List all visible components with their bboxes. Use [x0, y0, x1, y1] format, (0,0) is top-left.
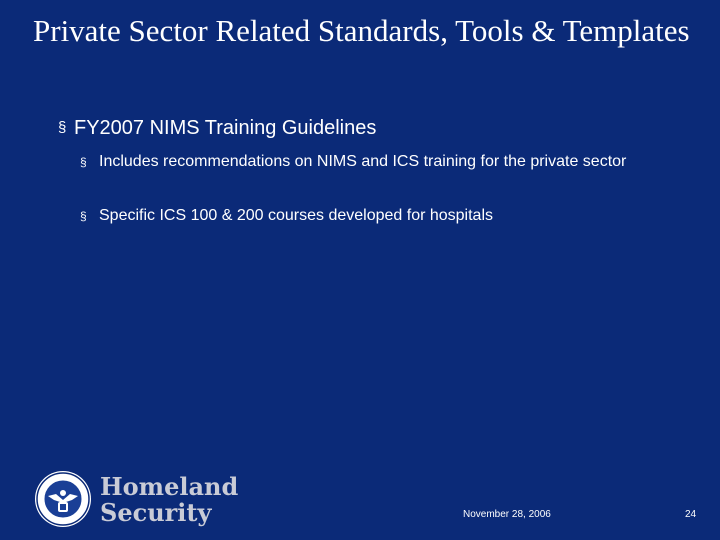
bullet-marker: § [80, 209, 87, 223]
bullet-marker: § [80, 155, 87, 169]
page-number: 24 [685, 509, 697, 520]
bullet-text: Specific ICS 100 & 200 courses developed for hospitals [99, 207, 494, 224]
slide-title: Private Sector Related Standards, Tools & Templates [33, 13, 690, 48]
bullet-marker: § [58, 119, 67, 136]
bullet-text: Includes recommendations on NIMS and ICS training for the private sector [99, 153, 627, 170]
dhs-seal-icon [34, 470, 92, 528]
slide-date: November 28, 2006 [463, 509, 551, 520]
bullet-text: FY2007 NIMS Training Guidelines [74, 117, 377, 139]
logo-wordmark [100, 474, 238, 526]
logo-line-1: Homeland [100, 472, 239, 501]
homeland-security-logo [34, 470, 239, 530]
logo-line-2: Security [100, 498, 212, 527]
